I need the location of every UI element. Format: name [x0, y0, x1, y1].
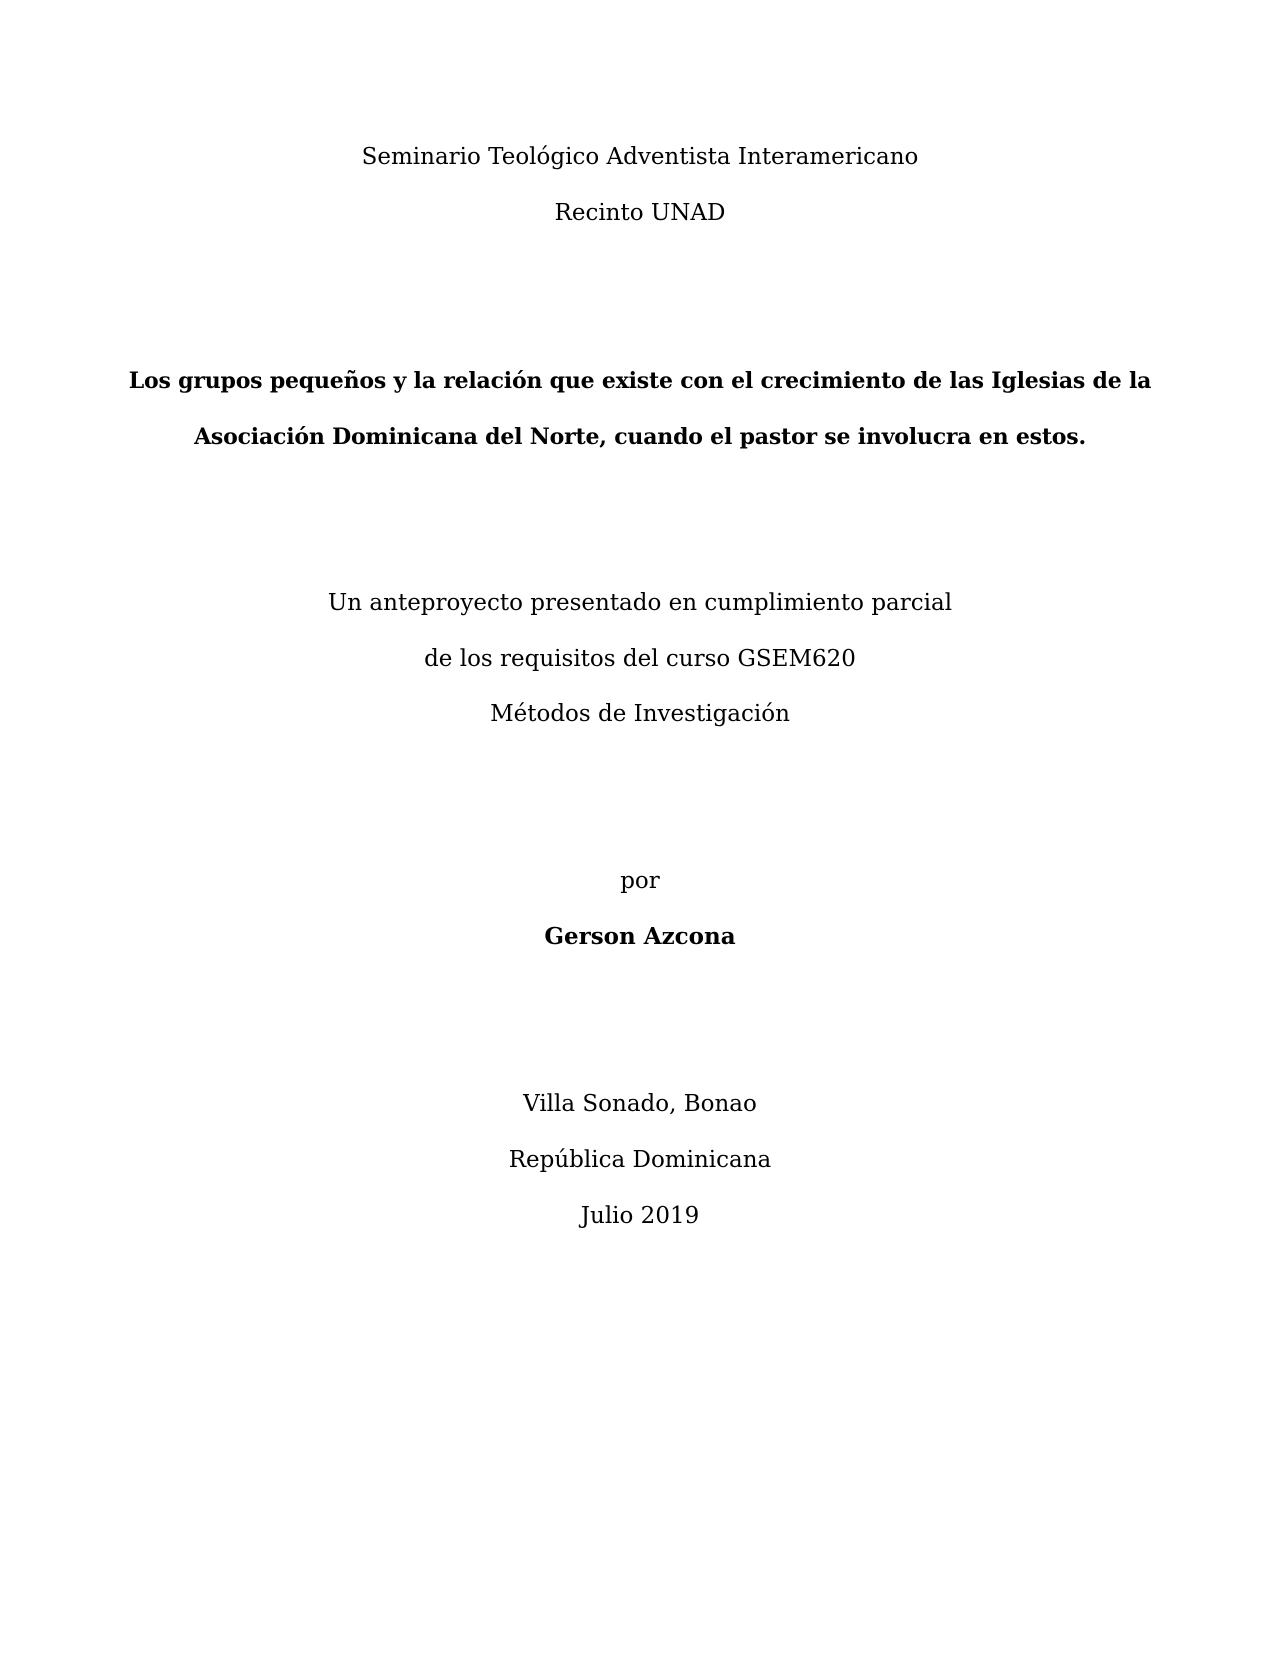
- purpose-line-1: Un anteproyecto presentado en cumplimiento parcial: [327, 590, 953, 616]
- campus-name: Recinto UNAD: [554, 200, 726, 226]
- institution-name: Seminario Teológico Adventista Interamericano: [361, 144, 919, 170]
- title-line-1: Los grupos pequeños y la relación que existe con el crecimiento de las Iglesias de la: [128, 368, 1152, 394]
- course-name: Métodos de Investigación: [490, 701, 790, 727]
- place-country: República Dominicana: [508, 1147, 772, 1173]
- purpose-line-2: de los requisitos del curso GSEM620: [424, 646, 856, 672]
- title-line-2: Asociación Dominicana del Norte, cuando el pastor se involucra en estos.: [194, 424, 1086, 450]
- by-label: por: [620, 868, 660, 894]
- document-date: Julio 2019: [580, 1203, 700, 1229]
- author-name: Gerson Azcona: [544, 923, 736, 950]
- place-city: Villa Sonado, Bonao: [523, 1091, 757, 1117]
